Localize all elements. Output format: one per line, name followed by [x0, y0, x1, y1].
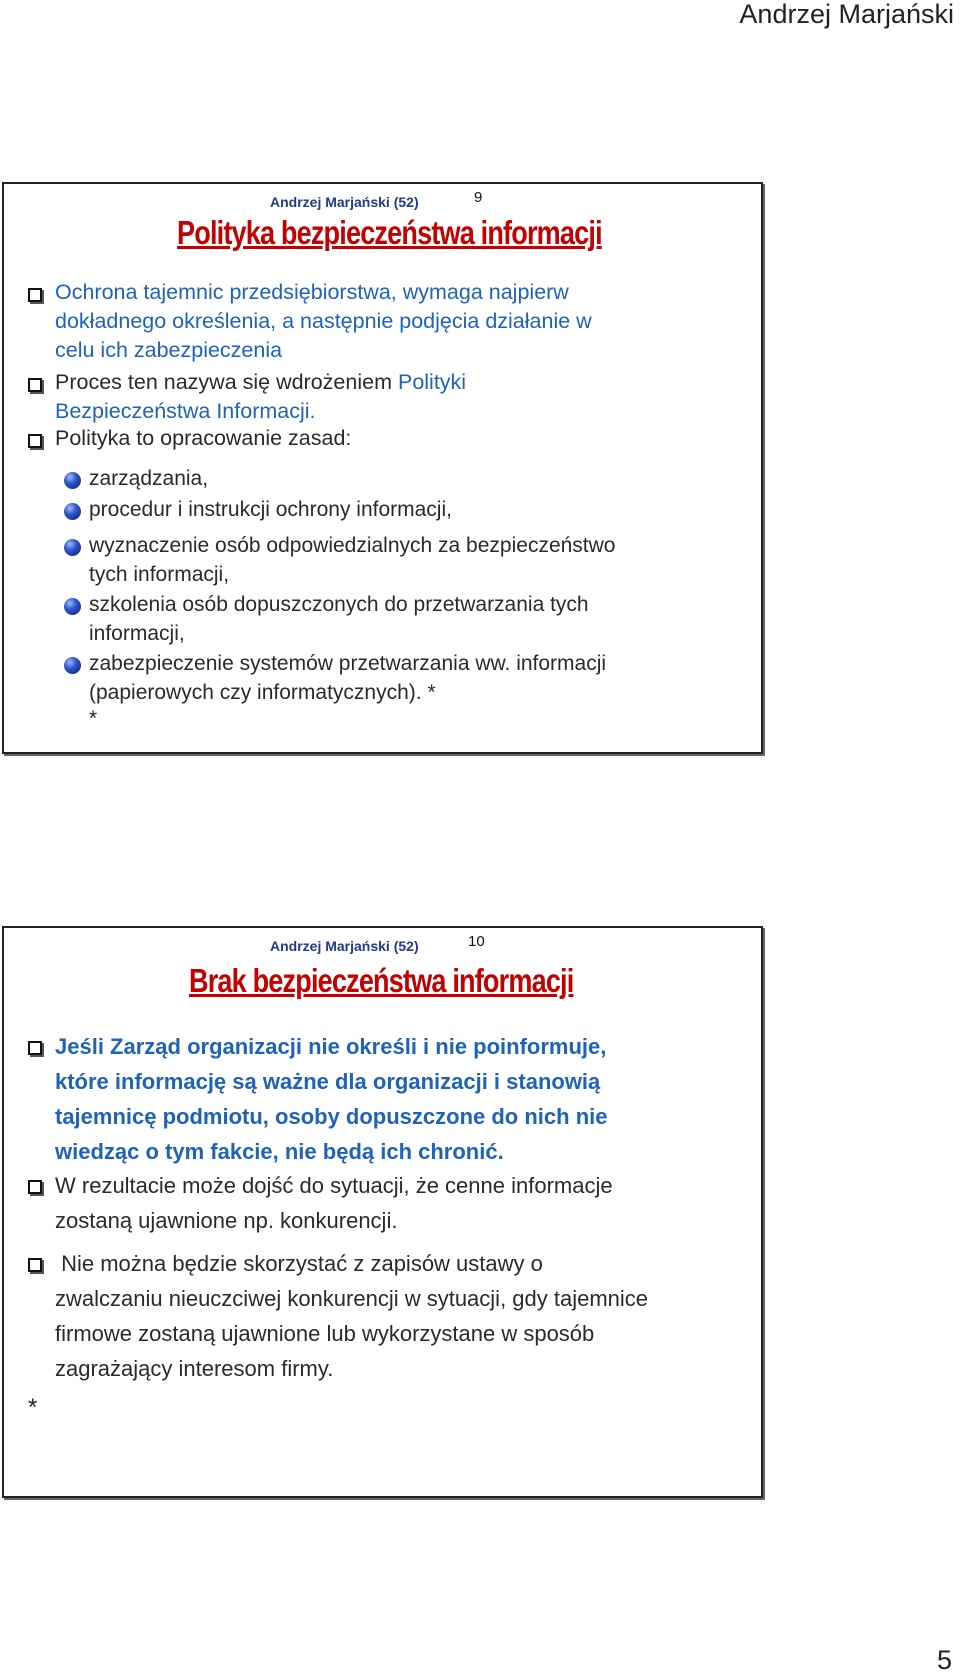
bullet-3-line-2: zwalczaniu nieuczciwej konkurencji w sytuacji, gdy tajemnice [55, 1286, 649, 1311]
subitem-1 [89, 464, 208, 493]
bullet-1-line-2: które informację są ważne dla organizacji i stanowią [55, 1069, 601, 1094]
subitem-3 [89, 531, 615, 589]
subitem-5-line-1: zabezpieczenie systemów przetwarzania ww. informacji [89, 652, 607, 675]
star-mark: * [89, 707, 98, 730]
bullet-3: Polityka to opracowanie zasad: [55, 426, 352, 450]
sphere-bullet-icon [64, 539, 81, 556]
bullet-2-line-2: zostaną ujawnione np. konkurencji. [55, 1208, 398, 1233]
square-bullet-icon [28, 378, 42, 392]
subitem-4-line-2: informacji, [89, 622, 185, 645]
square-bullet-icon [28, 1258, 42, 1272]
subitem-4-line-1: szkolenia osób dopuszczonych do przetwarzania tych [89, 593, 589, 616]
bullet-2 [55, 1168, 613, 1238]
square-bullet-icon [28, 434, 42, 448]
slide-9 [2, 182, 763, 754]
slide-number: 9 [474, 189, 483, 206]
bullet-1 [55, 278, 592, 365]
slide-author: Andrzej Marjański (52) [270, 194, 419, 210]
bullet-1-line-2: dokładnego określenia, a następnie podjęcia działanie w [55, 309, 592, 333]
sphere-bullet-icon [64, 657, 81, 674]
subitem-5 [89, 649, 606, 707]
square-bullet-icon [28, 1041, 42, 1055]
bullet-2-text: Proces ten nazywa się wdrożeniem [55, 370, 392, 394]
bullet-3 [55, 1246, 648, 1386]
bullet-1-line-4: wiedząc o tym fakcie, nie będą ich chronić. [55, 1139, 504, 1164]
subitem-1-line-1: zarządzania, [89, 467, 209, 490]
subitem-5-line-2: (papierowych czy informatycznych). * [89, 681, 436, 704]
page-header: Andrzej Marjański [739, 0, 954, 29]
square-bullet-icon [28, 288, 42, 302]
subitem-3-line-2: tych informacji, [89, 563, 230, 586]
square-bullet-icon [28, 1180, 42, 1194]
sphere-bullet-icon [64, 472, 81, 489]
bullet-2 [55, 368, 466, 426]
star-mark: * [28, 1394, 38, 1421]
bullet-2-line-1: W rezultacie może dojść do sytuacji, że cenne informacje [55, 1173, 613, 1198]
bullet-3-line-4: zagrażający interesom firmy. [55, 1356, 334, 1381]
subitem-4 [89, 590, 589, 648]
bullet-3-line-1: Nie można będzie skorzystać z zapisów ustawy o [55, 1251, 543, 1276]
bullet-2-highlight-line-2: Bezpieczeństwa Informacji. [55, 399, 316, 423]
slide-title: Brak bezpieczeństwa informacji [189, 962, 574, 999]
sphere-bullet-icon [64, 598, 81, 615]
bullet-1-line-1: Ochrona tajemnic przedsiębiorstwa, wymaga najpierw [55, 280, 569, 304]
bullet-1-line-3: tajemnicę podmiotu, osoby dopuszczone do nich nie [55, 1104, 608, 1129]
bullet-1-line-1: Jeśli Zarząd organizacji nie określi i nie poinformuje, [55, 1034, 607, 1059]
slide-title: Polityka bezpieczeństwa informacji [177, 214, 602, 251]
slide-author: Andrzej Marjański (52) [270, 938, 419, 954]
bullet-1 [55, 1029, 607, 1169]
slide-10 [2, 926, 763, 1498]
subitem-2 [89, 495, 452, 524]
subitem-3-line-1: wyznaczenie osób odpowiedzialnych za bezpieczeństwo [89, 534, 616, 557]
subitem-2-line-1: procedur i instrukcji ochrony informacji, [89, 498, 452, 521]
bullet-1-line-3: celu ich zabezpieczenia [55, 338, 283, 362]
sphere-bullet-icon [64, 503, 81, 520]
bullet-3-line-3: firmowe zostaną ujawnione lub wykorzystane w sposób [55, 1321, 595, 1346]
bullet-2-highlight: Polityki [397, 370, 467, 394]
page-number: 5 [936, 1645, 952, 1675]
slide-number: 10 [468, 933, 485, 950]
